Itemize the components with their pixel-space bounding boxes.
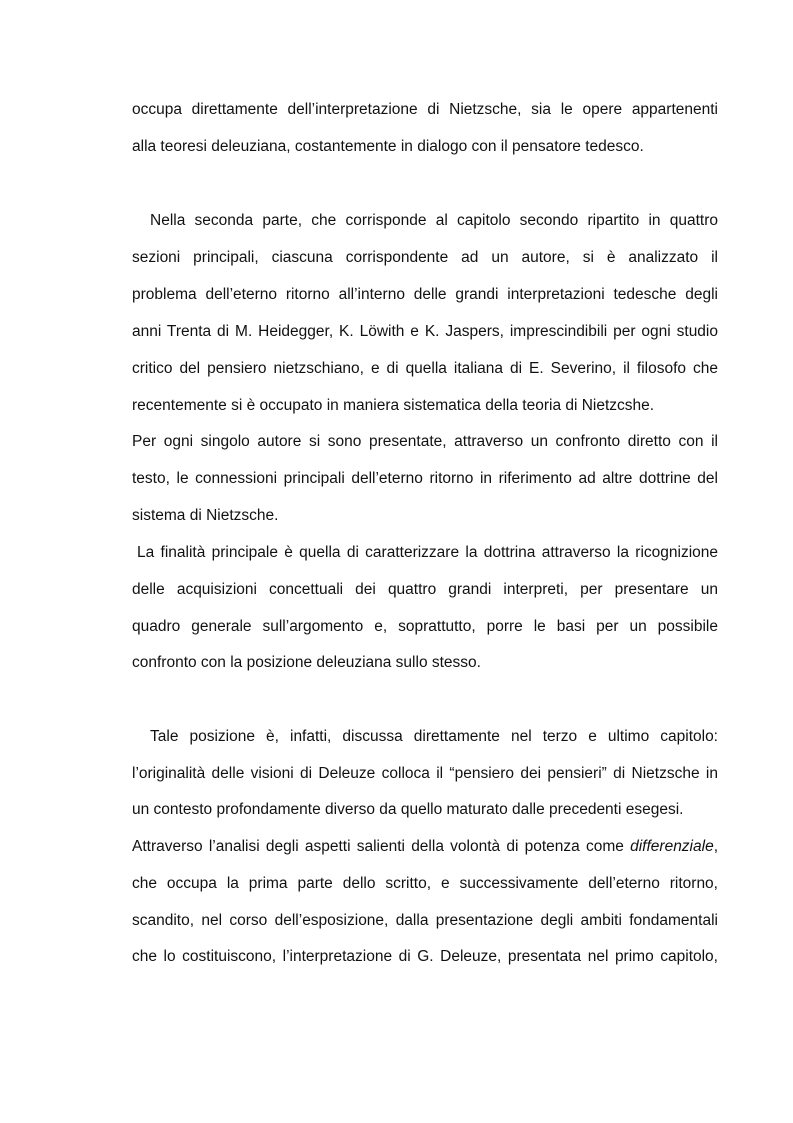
text-line: l’originalità delle visioni di Deleuze colloca il “pensiero dei pensieri” di Nietzsche in xyxy=(132,765,718,782)
text-line: La finalità principale è quella di caratterizzare la dottrina attraverso la ricognizione xyxy=(137,544,718,561)
text-line: anni Trenta di M. Heidegger, K. Löwith e K. Jaspers, imprescindibili per ogni studio xyxy=(132,323,718,340)
text-line: che lo costituiscono, l’interpretazione di G. Deleuze, presentata nel primo capitolo, xyxy=(132,948,718,965)
text-line: un contesto profondamente diverso da quello maturato dalle precedenti esegesi. xyxy=(132,801,684,818)
text-segment: Attraverso l’analisi degli aspetti salienti della volontà di potenza come xyxy=(132,838,631,855)
text-line: occupa direttamente dell’interpretazione di Nietzsche, sia le opere appartenenti xyxy=(132,101,718,118)
italic-term: differenziale xyxy=(630,838,714,855)
text-line: testo, le connessioni principali dell’eterno ritorno in riferimento ad altre dottrine del xyxy=(132,470,718,487)
text-line: Per ogni singolo autore si sono presentate, attraverso un confronto diretto con il xyxy=(132,433,718,450)
text-line: che occupa la prima parte dello scritto, e successivamente dell’eterno ritorno, xyxy=(132,875,718,892)
text-line: scandito, nel corso dell’esposizione, dalla presentazione degli ambiti fondamentali xyxy=(132,912,718,929)
text-line: problema dell’eterno ritorno all’interno delle grandi interpretazioni tedesche degli xyxy=(132,286,718,303)
text-line: recentemente si è occupato in maniera sistematica della teoria di Nietzcshe. xyxy=(132,397,655,414)
text-line: sistema di Nietzsche. xyxy=(132,507,279,524)
text-line: quadro generale sull’argomento e, soprattutto, porre le basi per un possibile xyxy=(132,618,718,635)
text-line-with-italic xyxy=(132,837,718,857)
text-line: alla teoresi deleuziana, costantemente in dialogo con il pensatore tedesco. xyxy=(132,138,644,155)
text-line: sezioni principali, ciascuna corrispondente ad un autore, si è analizzato il xyxy=(132,249,718,266)
text-line: confronto con la posizione deleuziana sullo stesso. xyxy=(132,654,481,671)
text-segment: , xyxy=(713,838,718,855)
text-line: delle acquisizioni concettuali dei quattro grandi interpreti, per presentare un xyxy=(132,581,718,598)
text-line: Tale posizione è, infatti, discussa direttamente nel terzo e ultimo capitolo: xyxy=(150,728,718,745)
text-line: critico del pensiero nietzschiano, e di quella italiana di E. Severino, il filosofo che xyxy=(132,360,718,377)
text-line: Nella seconda parte, che corrisponde al capitolo secondo ripartito in quattro xyxy=(150,212,718,229)
